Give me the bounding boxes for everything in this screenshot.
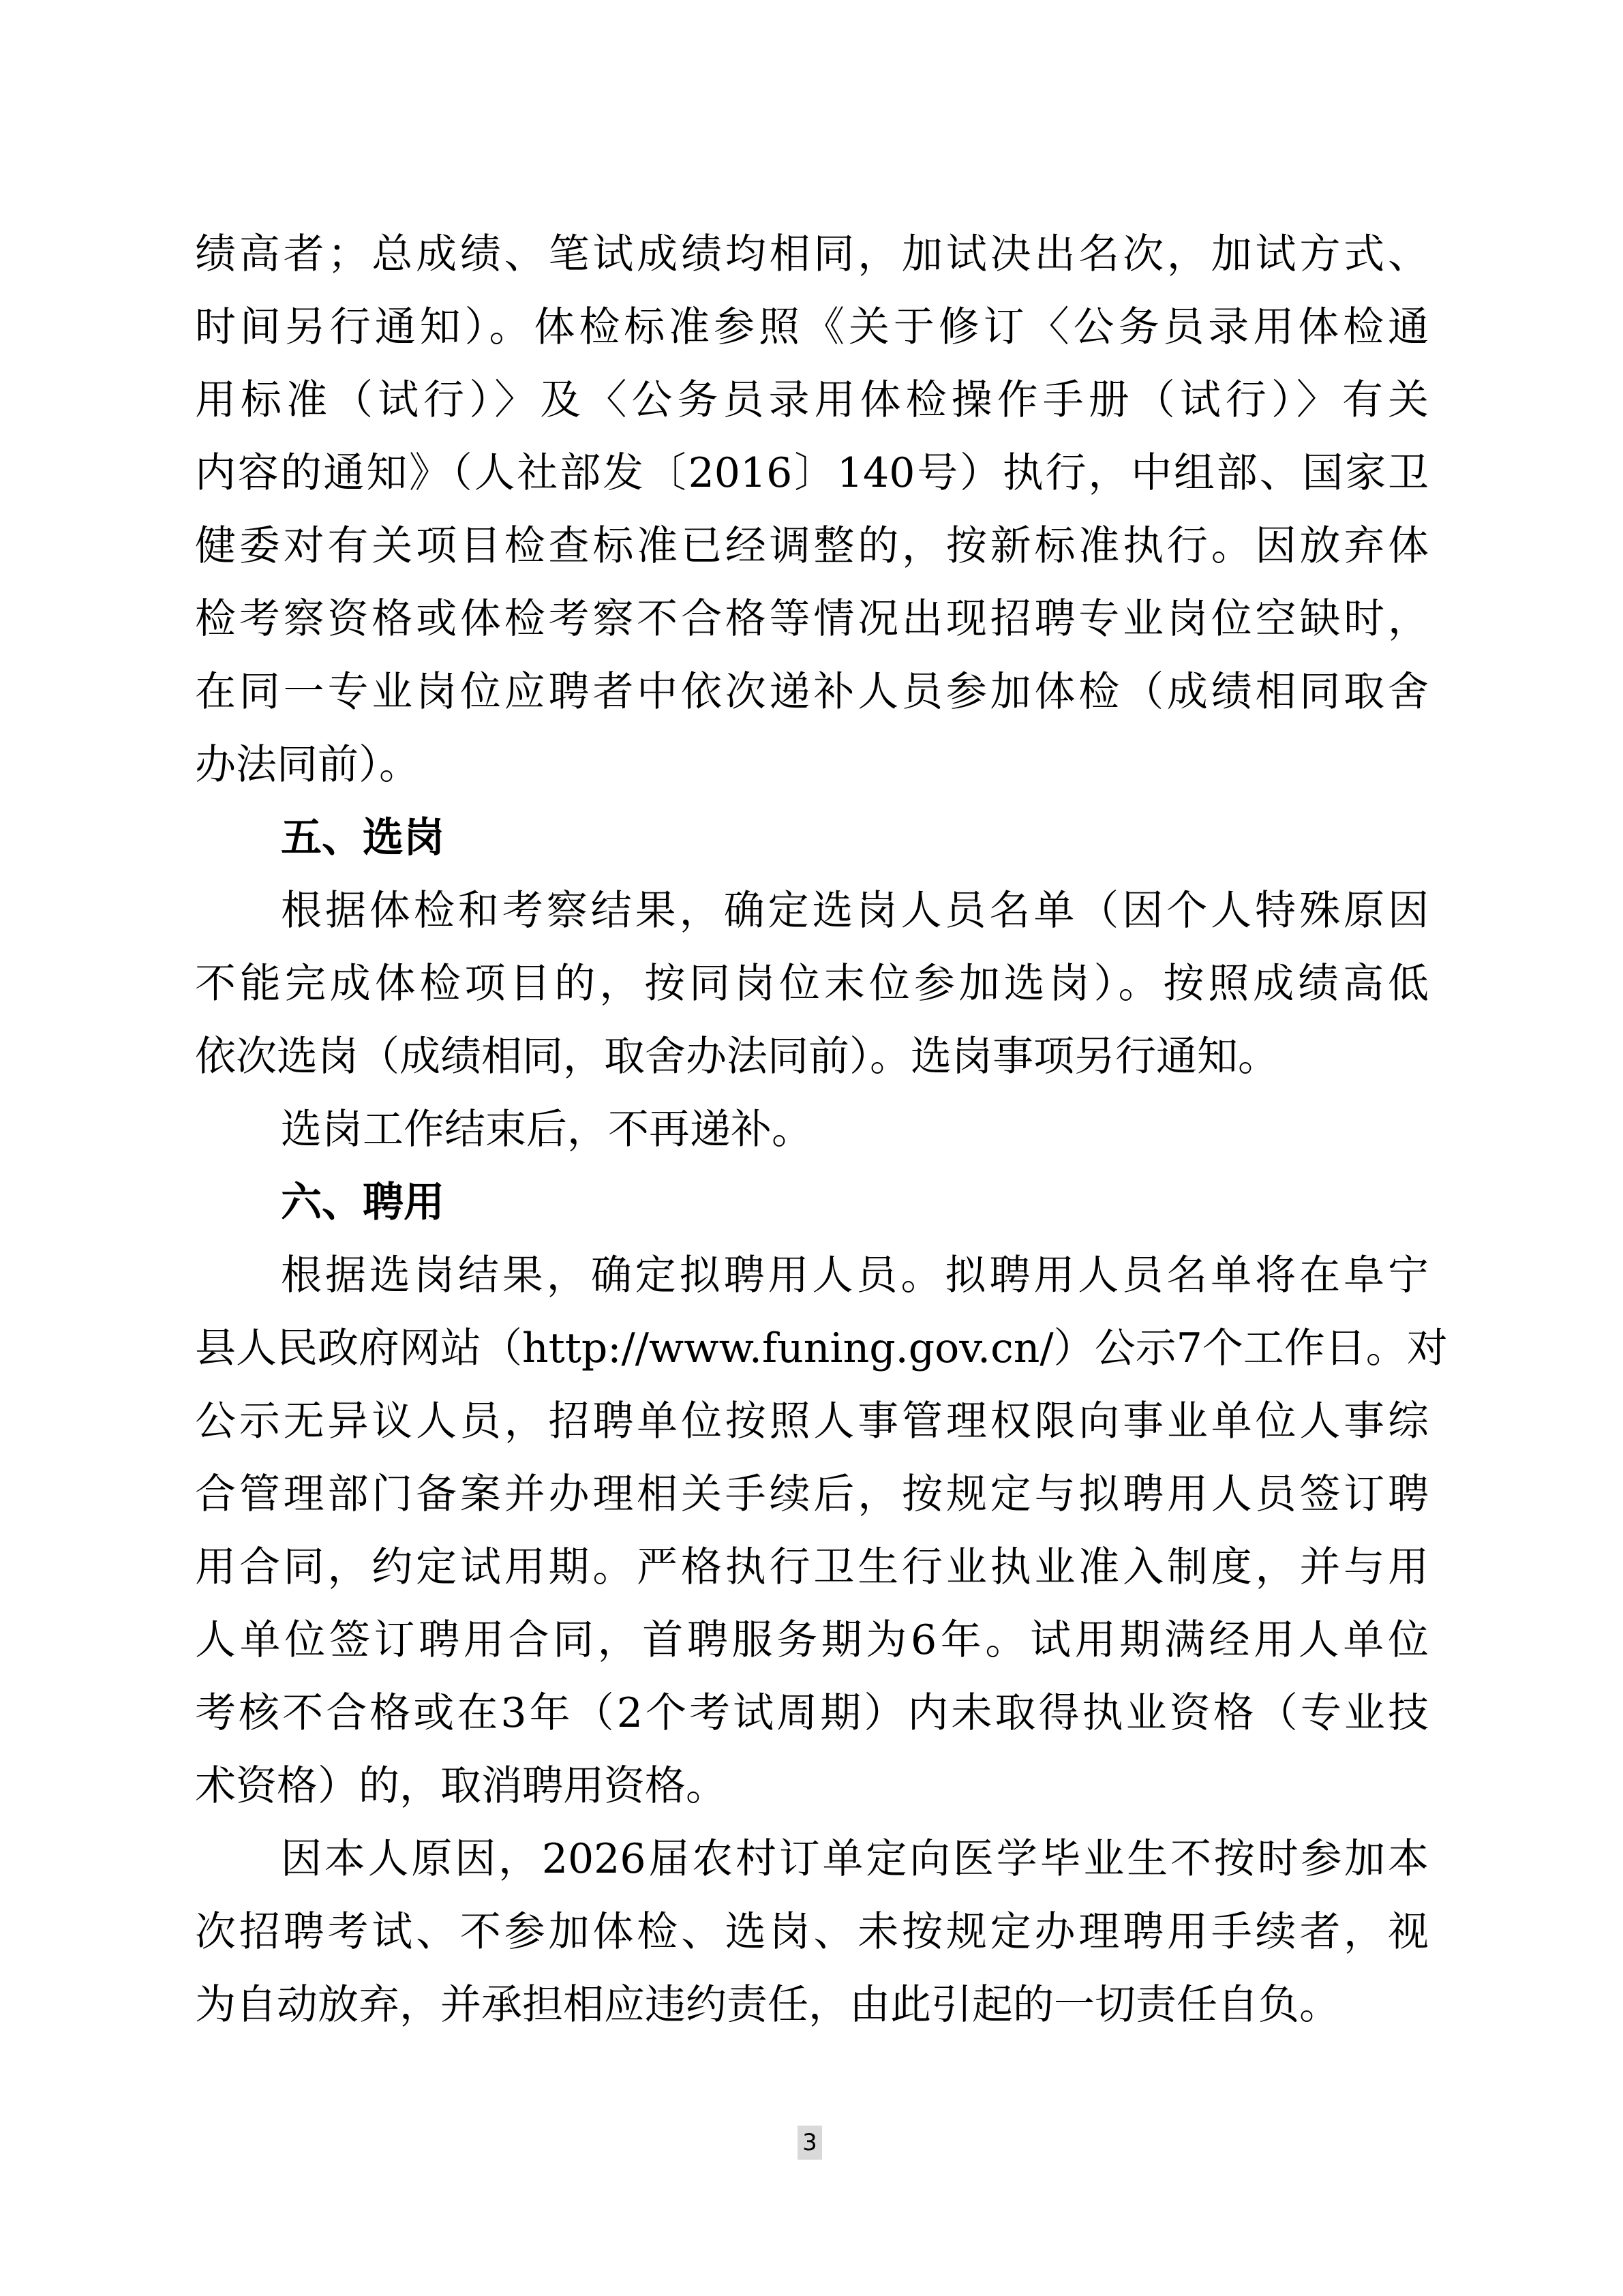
- paragraph-line: 用合同，约定试用期。严格执行卫生行业执业准入制度，并与用: [195, 1543, 1429, 1591]
- paragraph-line: 选岗工作结束后，不再递补。: [281, 1106, 813, 1153]
- paragraph-line: 检考察资格或体检考察不合格等情况出现招聘专业岗位空缺时，: [195, 595, 1429, 643]
- paragraph-line: 根据选岗结果，确定拟聘用人员。拟聘用人员名单将在阜宁: [281, 1252, 1429, 1299]
- paragraph-line: 不能完成体检项目的，按同岗位末位参加选岗）。按照成绩高低: [195, 960, 1429, 1008]
- paragraph-line: 办法同前）。: [195, 741, 420, 789]
- paragraph-line: 时间另行通知）。体检标准参照《关于修订〈公务员录用体检通: [195, 303, 1429, 351]
- paragraph-line: 术资格）的，取消聘用资格。: [195, 1762, 727, 1810]
- section-heading: 五、选岗: [281, 814, 444, 862]
- paragraph-line: 用标准（试行）〉及〈公务员录用体检操作手册（试行）〉有关: [195, 376, 1429, 424]
- paragraph-line: 根据体检和考察结果，确定选岗人员名单（因个人特殊原因: [281, 887, 1429, 935]
- paragraph-line: 为自动放弃，并承担相应违约责任，由此引起的一切责任自负。: [195, 1981, 1340, 2029]
- paragraph-line: 合管理部门备案并办理相关手续后，按规定与拟聘用人员签订聘: [195, 1470, 1429, 1518]
- paragraph-line: 在同一专业岗位应聘者中依次递补人员参加体检（成绩相同取舍: [195, 668, 1429, 716]
- section-heading: 六、聘用: [281, 1179, 444, 1226]
- paragraph-line: 县人民政府网站（http://www.funing.gov.cn/）公示7个工作日。对: [195, 1325, 1448, 1372]
- body-text: [195, 218, 1448, 2042]
- paragraph-line: 考核不合格或在3年（2个考试周期）内未取得执业资格（专业技: [195, 1689, 1429, 1737]
- paragraph-line: 公示无异议人员，招聘单位按照人事管理权限向事业单位人事综: [195, 1398, 1429, 1445]
- paragraph-line: 内容的通知》（人社部发〔2016〕140号）执行，中组部、国家卫: [195, 449, 1429, 497]
- paragraph-line: 人单位签订聘用合同，首聘服务期为6年。试用期满经用人单位: [195, 1616, 1429, 1664]
- paragraph-line: 依次选岗（成绩相同，取舍办法同前）。选岗事项另行通知。: [195, 1033, 1279, 1081]
- page-number: 3: [798, 2126, 822, 2160]
- paragraph-line: 次招聘考试、不参加体检、选岗、未按规定办理聘用手续者，视: [195, 1908, 1429, 1956]
- paragraph-line: 健委对有关项目检查标准已经调整的，按新标准执行。因放弃体: [195, 522, 1429, 570]
- paragraph-line: 因本人原因，2026届农村订单定向医学毕业生不按时参加本: [281, 1835, 1429, 1883]
- paragraph-line: 绩高者；总成绩、笔试成绩均相同，加试决出名次，加试方式、: [195, 230, 1429, 278]
